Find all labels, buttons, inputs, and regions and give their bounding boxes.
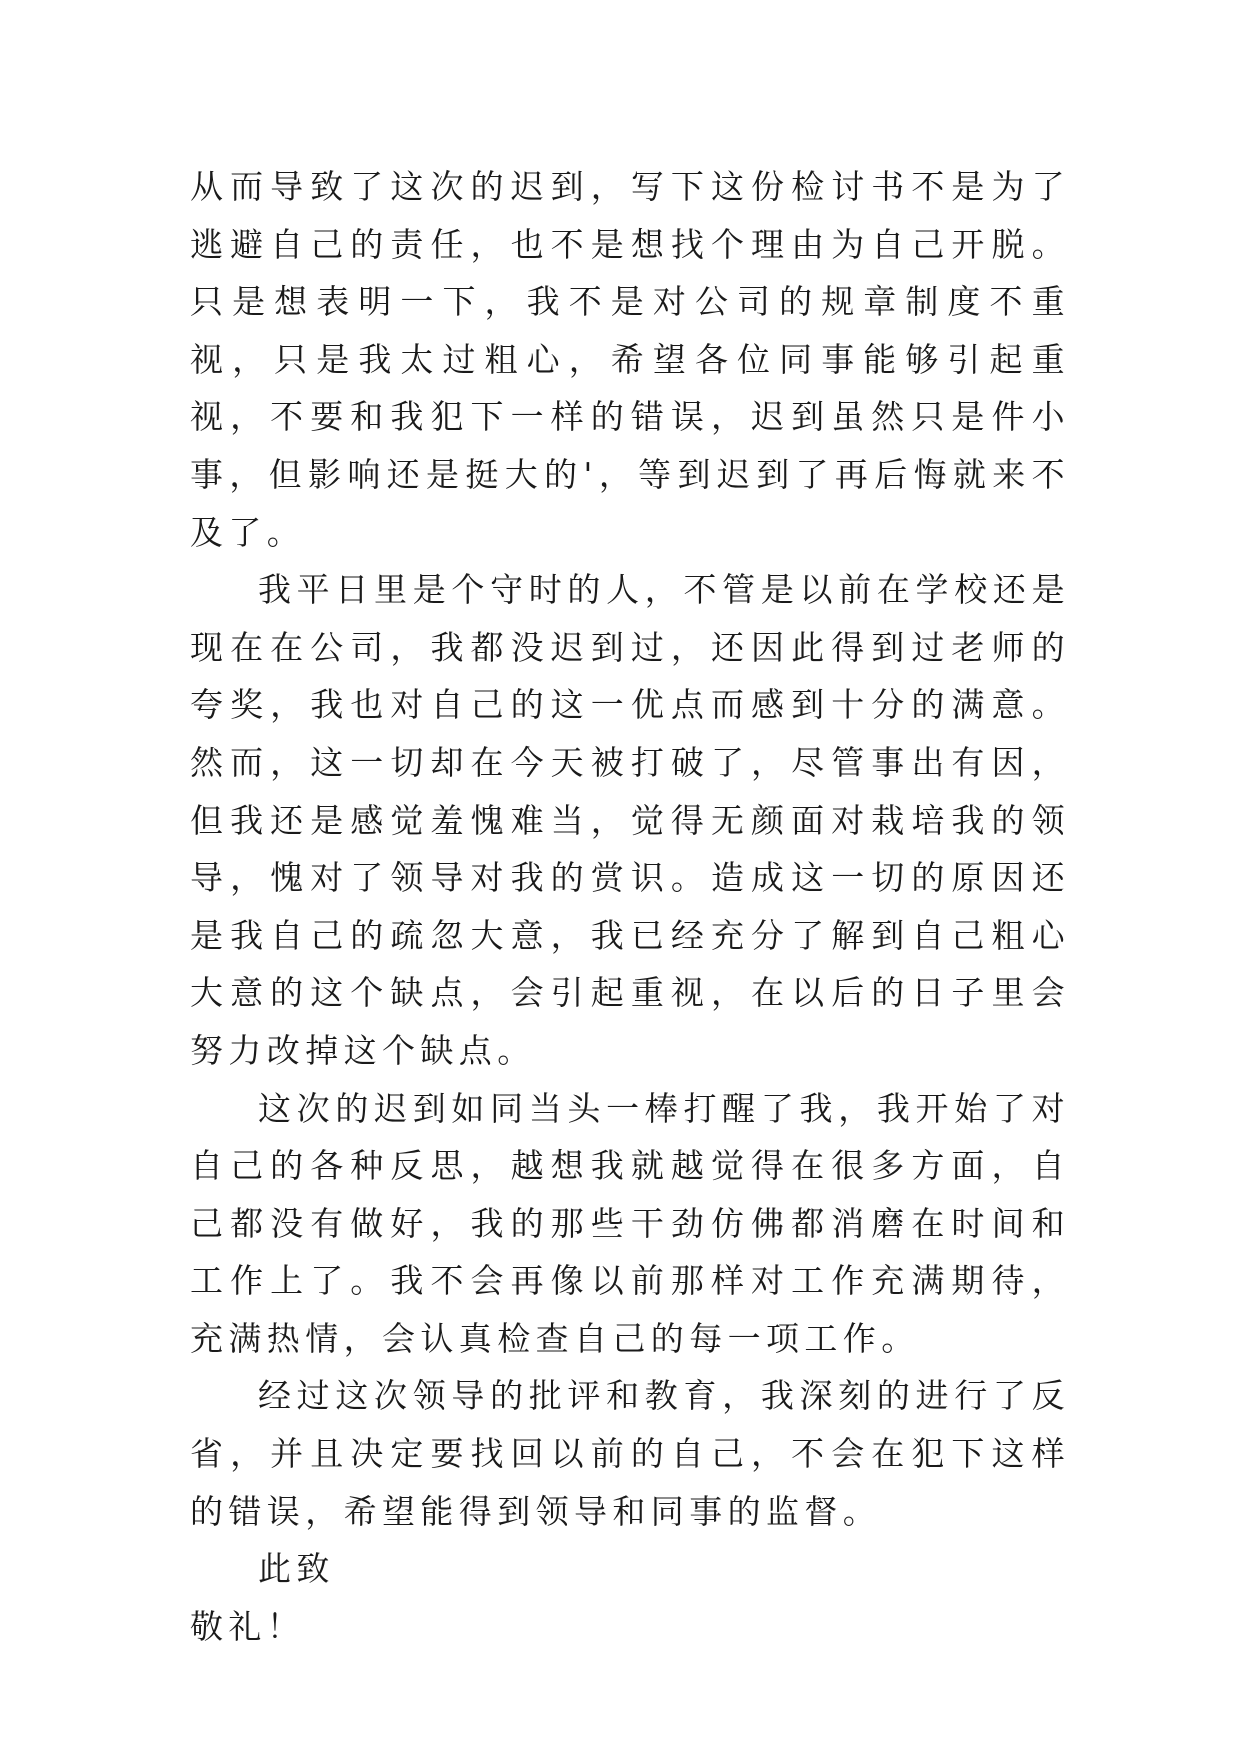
paragraph-1: 从而导致了这次的迟到，写下这份检讨书不是为了逃避自己的责任，也不是想找个理由为自己开脱。只是想表明一下，我不是对公司的规章制度不重视，只是我太过粗心，希望各位同事能够引起重视，不要和我犯下一样的错误，迟到虽然只是件小事，但影响还是挺大的'，等到迟到了再后悔就来不及了。 xyxy=(190,167,1070,552)
paragraph-2: 我平日里是个守时的人，不管是以前在学校还是现在在公司，我都没迟到过，还因此得到过老师的夸奖，我也对自己的这一优点而感到十分的满意。然而，这一切却在今天被打破了，尽管事出有因，但我还是感觉羞愧难当，觉得无颜面对栽培我的领导，愧对了领导对我的赏识。造成这一切的原因还是我自己的疏忽大意，我已经充分了解到自己粗心大意的这个缺点，会引起重视，在以后的日子里会努力改掉这个缺点。 xyxy=(190,570,1070,1070)
closing-salutation: 此致 xyxy=(258,1549,335,1589)
paragraph-4: 经过这次领导的批评和教育，我深刻的进行了反省，并且决定要找回以前的自己，不会在犯下这样的错误，希望能得到领导和同事的监督。 xyxy=(190,1376,1070,1531)
paragraph-3: 这次的迟到如同当头一棒打醒了我，我开始了对自己的各种反思，越想我就越觉得在很多方面，自己都没有做好，我的那些干劲仿佛都消磨在时间和工作上了。我不会再像以前那样对工作充满期待，充满热情，会认真检查自己的每一项工作。 xyxy=(190,1088,1070,1358)
document-body xyxy=(190,158,1070,1655)
closing-regards: 敬礼！ xyxy=(190,1606,306,1646)
